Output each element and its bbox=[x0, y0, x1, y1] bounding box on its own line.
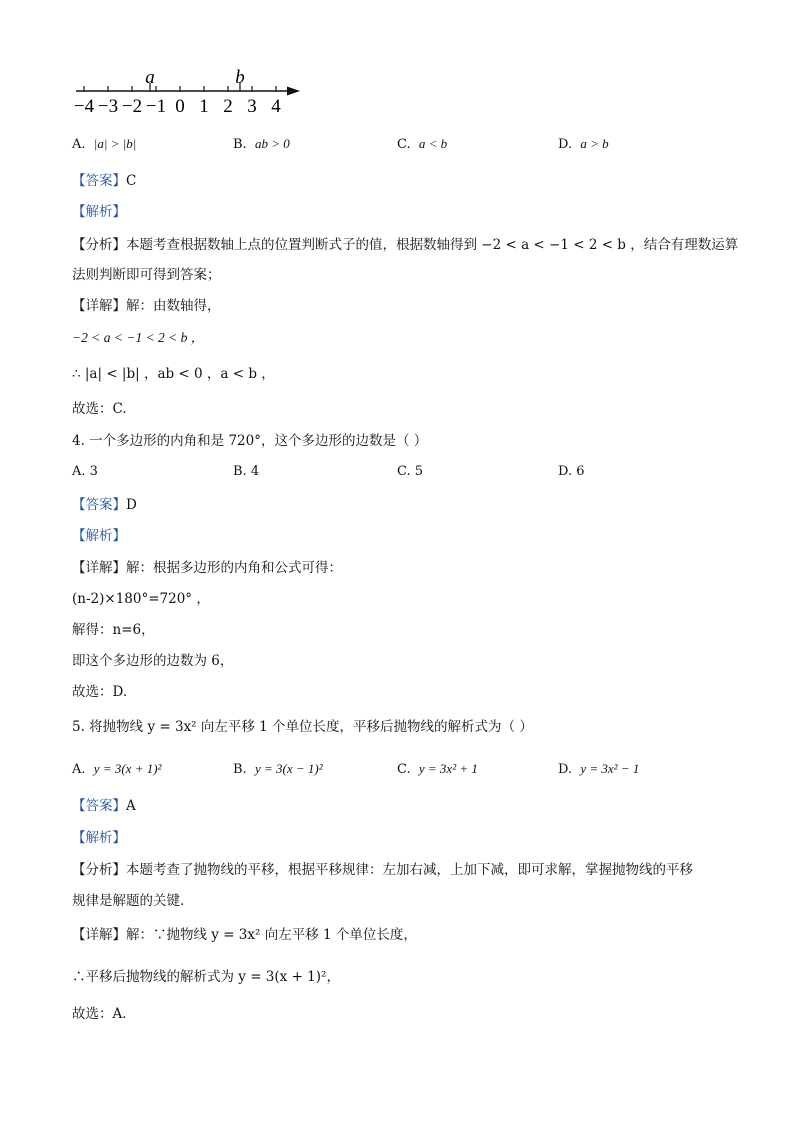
number-line-ticks bbox=[84, 83, 276, 91]
q3-fenxi-line1: 【分析】本题考查根据数轴上点的位置判断式子的值，根据数轴得到 −2 < a < −1 < 2 < b ，结合有理数运算 bbox=[72, 237, 739, 253]
q5-fenxi-line2: 规律是解题的关键． bbox=[72, 893, 194, 909]
q3-option-c: C. a < b bbox=[397, 136, 448, 152]
point-a-label: a bbox=[145, 67, 155, 88]
q5-answer: 【答案】A bbox=[72, 798, 136, 814]
tick-label: −3 bbox=[97, 96, 119, 117]
number-line bbox=[68, 62, 308, 118]
q3-detail-line3: ∴ |a| < |b| ，ab < 0 ，a < b ， bbox=[72, 366, 275, 382]
q3-choose: 故选：C. bbox=[72, 401, 127, 417]
q4-answer: 【答案】D bbox=[72, 497, 137, 513]
tick-label: 2 bbox=[223, 96, 233, 117]
tick-label: −2 bbox=[121, 96, 143, 117]
tick-label: −1 bbox=[145, 96, 167, 117]
q4-option-b: B. 4 bbox=[233, 464, 260, 479]
q5-option-d: D. y = 3x² − 1 bbox=[558, 761, 640, 777]
tick-label: 4 bbox=[271, 96, 281, 117]
q5-detail-line2: ∴平移后抛物线的解析式为 y = 3(x + 1)²， bbox=[72, 969, 340, 985]
q4-option-d: D. 6 bbox=[558, 464, 585, 479]
q4-option-c: C. 5 bbox=[397, 464, 424, 479]
q4-option-a: A. 3 bbox=[72, 464, 98, 479]
tick-label: 3 bbox=[247, 96, 257, 117]
q5-fenxi-line1: 【分析】本题考查了抛物线的平移，根据平移规律：左加右减，上加下减，即可求解，掌握抛物线的平移 bbox=[72, 862, 693, 878]
q5-option-b: B. y = 3(x − 1)² bbox=[233, 761, 323, 777]
q3-detail-line2: −2 < a < −1 < 2 < b ， bbox=[72, 330, 205, 345]
answer-tag: 【答案】 bbox=[72, 798, 126, 814]
q4-detail-line1: 【详解】解：根据多边形的内角和公式可得： bbox=[72, 560, 342, 576]
tick-label: 0 bbox=[175, 96, 185, 117]
q5-choose: 故选：A． bbox=[72, 1006, 136, 1022]
q5-analysis-heading: 【解析】 bbox=[72, 830, 126, 846]
q3-fenxi-line2: 法则判断即可得到答案； bbox=[72, 267, 221, 283]
q4-detail-line2: (n-2)×180°=720° ， bbox=[72, 591, 210, 607]
arrow-icon bbox=[287, 87, 300, 96]
q4-detail-line4: 即这个多边形的边数为 6， bbox=[72, 653, 234, 669]
q4-choose: 故选：D. bbox=[72, 684, 128, 700]
q3-option-b: B. ab > 0 bbox=[233, 136, 290, 152]
q3-detail-line1: 【详解】解：由数轴得， bbox=[72, 298, 221, 314]
answer-tag: 【答案】 bbox=[72, 173, 126, 189]
q3-option-d: D. a > b bbox=[558, 136, 609, 152]
q4-analysis-heading: 【解析】 bbox=[72, 528, 126, 544]
q5-detail-line1: 【详解】解：∵抛物线 y = 3x² 向左平移 1 个单位长度， bbox=[72, 927, 417, 943]
q4-question: 4. 一个多边形的内角和是 720°，这个多边形的边数是（ ） bbox=[72, 433, 428, 449]
q5-option-c: C. y = 3x² + 1 bbox=[397, 761, 478, 777]
q3-analysis-heading: 【解析】 bbox=[72, 204, 126, 220]
q5-question: 5. 将抛物线 y = 3x² 向左平移 1 个单位长度，平移后抛物线的解析式为（ ） bbox=[72, 719, 533, 735]
tick-label: −4 bbox=[73, 96, 95, 117]
q5-option-a: A. y = 3(x + 1)² bbox=[72, 761, 162, 777]
answer-tag: 【答案】 bbox=[72, 497, 126, 513]
point-b-label: b bbox=[235, 67, 245, 88]
q3-option-a: A. |a| > |b| bbox=[72, 136, 137, 152]
q3-answer: 【答案】C bbox=[72, 173, 137, 189]
tick-label: 1 bbox=[199, 96, 209, 117]
q4-detail-line3: 解得：n=6， bbox=[72, 622, 155, 638]
